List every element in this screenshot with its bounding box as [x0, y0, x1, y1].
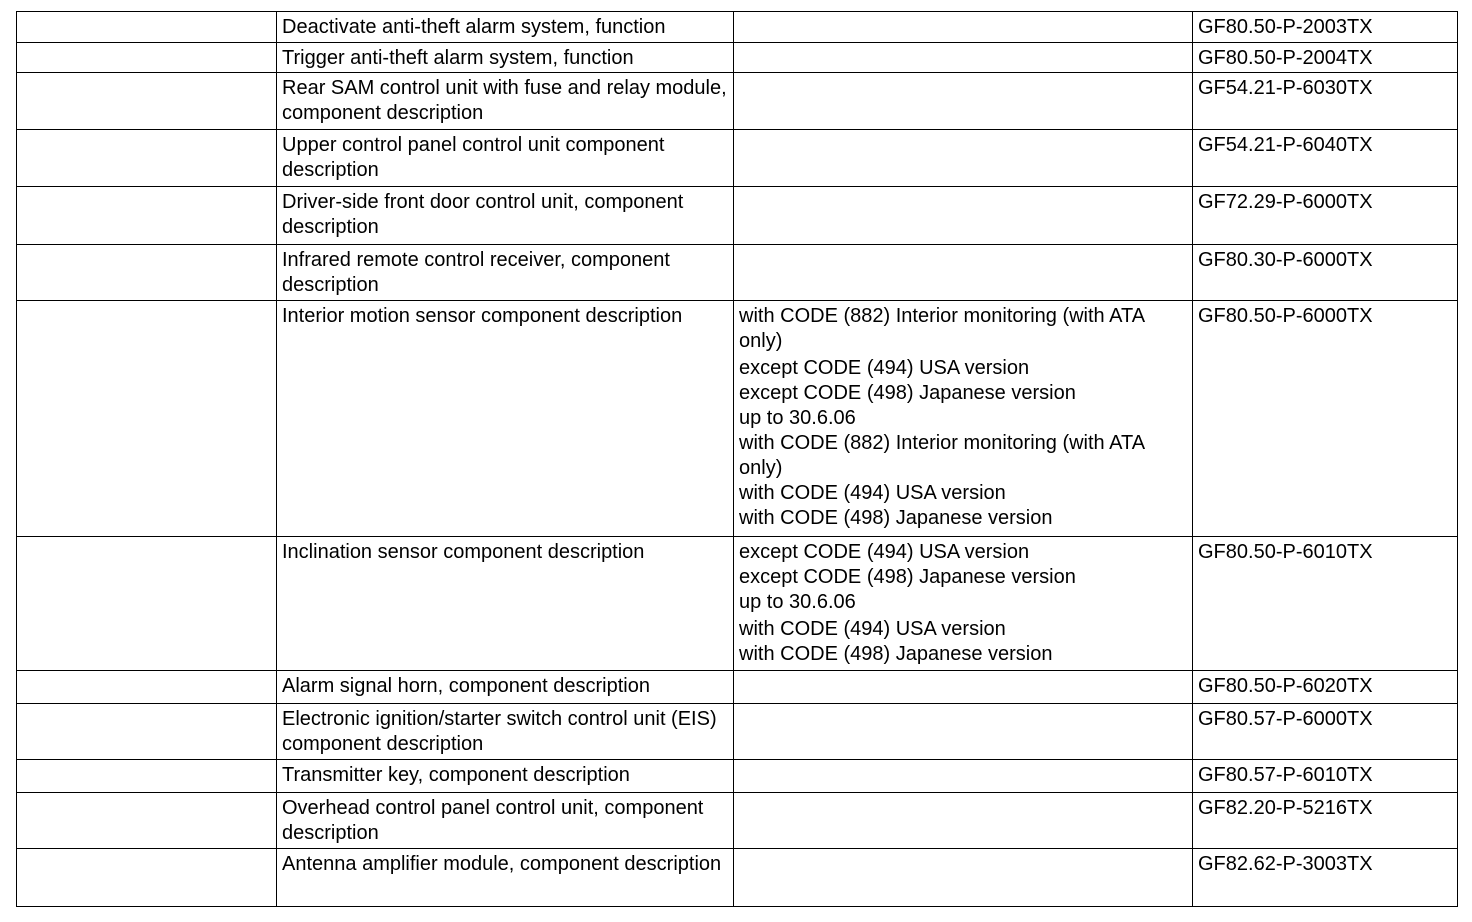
document-code-cell	[1193, 130, 1458, 187]
document-title: Trigger anti-theft alarm system, function	[282, 47, 634, 69]
blank-cell	[17, 301, 277, 537]
document-title-cell	[277, 704, 734, 760]
document-code-cell	[1193, 537, 1458, 671]
conditions-cell	[734, 301, 1193, 537]
document-title-cell	[277, 301, 734, 537]
document-title-cell	[277, 73, 734, 130]
document-title: Interior motion sensor component description	[282, 305, 683, 327]
document-title: Infrared remote control receiver, component description	[282, 249, 670, 296]
document-code-cell	[1193, 43, 1458, 73]
document-title: Inclination sensor component description	[282, 541, 645, 563]
table-row	[17, 537, 1458, 671]
document-code: GF82.62-P-3003TX	[1198, 853, 1373, 875]
document-title-cell	[277, 245, 734, 301]
document-title: Rear SAM control unit with fuse and relay module, component description	[282, 77, 727, 124]
document-code: GF80.57-P-6010TX	[1198, 764, 1373, 786]
table-row	[17, 793, 1458, 849]
conditions-cell	[734, 849, 1193, 907]
document-code-cell	[1193, 793, 1458, 849]
blank-cell	[17, 793, 277, 849]
condition-line: with CODE (882) Interior monitoring (with ATA only)	[739, 432, 1144, 479]
blank-cell	[17, 537, 277, 671]
condition-line: except CODE (498) Japanese version	[739, 566, 1076, 588]
document-code: GF80.50-P-6010TX	[1198, 541, 1373, 563]
document-code-cell	[1193, 760, 1458, 793]
condition-line: with CODE (882) Interior monitoring (with ATA only)	[739, 305, 1144, 352]
conditions-cell	[734, 187, 1193, 245]
document-title-cell	[277, 537, 734, 671]
blank-cell	[17, 704, 277, 760]
table-row	[17, 73, 1458, 130]
conditions-cell	[734, 704, 1193, 760]
document-title-cell	[277, 793, 734, 849]
document-code: GF80.30-P-6000TX	[1198, 249, 1373, 271]
condition-line: with CODE (494) USA version	[739, 482, 1006, 504]
document-code: GF82.20-P-5216TX	[1198, 797, 1373, 819]
document-code: GF80.50-P-2003TX	[1198, 16, 1373, 38]
document-code-cell	[1193, 671, 1458, 704]
document-code-cell	[1193, 849, 1458, 907]
document-title-cell	[277, 43, 734, 73]
document-title: Driver-side front door control unit, component description	[282, 191, 684, 238]
condition-line: with CODE (498) Japanese version	[739, 507, 1053, 529]
condition-line: with CODE (494) USA version	[739, 618, 1006, 640]
document-title-cell	[277, 760, 734, 793]
conditions-cell	[734, 73, 1193, 130]
condition-line: except CODE (498) Japanese version	[739, 382, 1076, 404]
conditions-cell	[734, 245, 1193, 301]
document-title: Transmitter key, component description	[282, 764, 630, 786]
condition-line: except CODE (494) USA version	[739, 541, 1030, 563]
document-title: Electronic ignition/starter switch control unit (EIS) component description	[282, 708, 717, 755]
document-code: GF72.29-P-6000TX	[1198, 191, 1373, 213]
document-title-cell	[277, 187, 734, 245]
table-row	[17, 130, 1458, 187]
blank-cell	[17, 130, 277, 187]
document-title-cell	[277, 130, 734, 187]
document-title: Overhead control panel control unit, component description	[282, 797, 704, 844]
conditions-cell	[734, 793, 1193, 849]
document-title-cell	[277, 849, 734, 907]
table-row	[17, 245, 1458, 301]
document-title: Upper control panel control unit component description	[282, 134, 665, 181]
document-title: Deactivate anti-theft alarm system, function	[282, 16, 666, 38]
document-code: GF80.57-P-6000TX	[1198, 708, 1373, 730]
document-code: GF54.21-P-6030TX	[1198, 77, 1373, 99]
condition-line: up to 30.6.06	[739, 591, 856, 613]
table-row	[17, 704, 1458, 760]
document-code-cell	[1193, 704, 1458, 760]
document-code-cell	[1193, 301, 1458, 537]
blank-cell	[17, 849, 277, 907]
blank-cell	[17, 760, 277, 793]
document-code: GF80.50-P-6020TX	[1198, 675, 1373, 697]
table-row	[17, 760, 1458, 793]
condition-line: with CODE (498) Japanese version	[739, 643, 1053, 665]
conditions-cell	[734, 537, 1193, 671]
conditions-cell	[734, 760, 1193, 793]
document-title: Alarm signal horn, component description	[282, 675, 650, 697]
document-code: GF80.50-P-2004TX	[1198, 47, 1373, 69]
table-row	[17, 849, 1458, 907]
blank-cell	[17, 245, 277, 301]
blank-cell	[17, 43, 277, 73]
document-code-cell	[1193, 73, 1458, 130]
blank-cell	[17, 187, 277, 245]
table-row	[17, 301, 1458, 537]
document-code-cell	[1193, 187, 1458, 245]
blank-cell	[17, 73, 277, 130]
document-code-cell	[1193, 245, 1458, 301]
document-title: Antenna amplifier module, component description	[282, 853, 722, 875]
blank-cell	[17, 12, 277, 43]
document-code: GF80.50-P-6000TX	[1198, 305, 1373, 327]
conditions-cell	[734, 12, 1193, 43]
table-row	[17, 187, 1458, 245]
document-code: GF54.21-P-6040TX	[1198, 134, 1373, 156]
conditions-cell	[734, 43, 1193, 73]
document-code-cell	[1193, 12, 1458, 43]
table-row	[17, 12, 1458, 43]
blank-cell	[17, 671, 277, 704]
condition-line: up to 30.6.06	[739, 407, 856, 429]
table-row	[17, 671, 1458, 704]
conditions-cell	[734, 130, 1193, 187]
conditions-cell	[734, 671, 1193, 704]
condition-line: except CODE (494) USA version	[739, 357, 1030, 379]
document-title-cell	[277, 671, 734, 704]
document-table	[16, 11, 1458, 907]
document-title-cell	[277, 12, 734, 43]
table-row	[17, 43, 1458, 73]
